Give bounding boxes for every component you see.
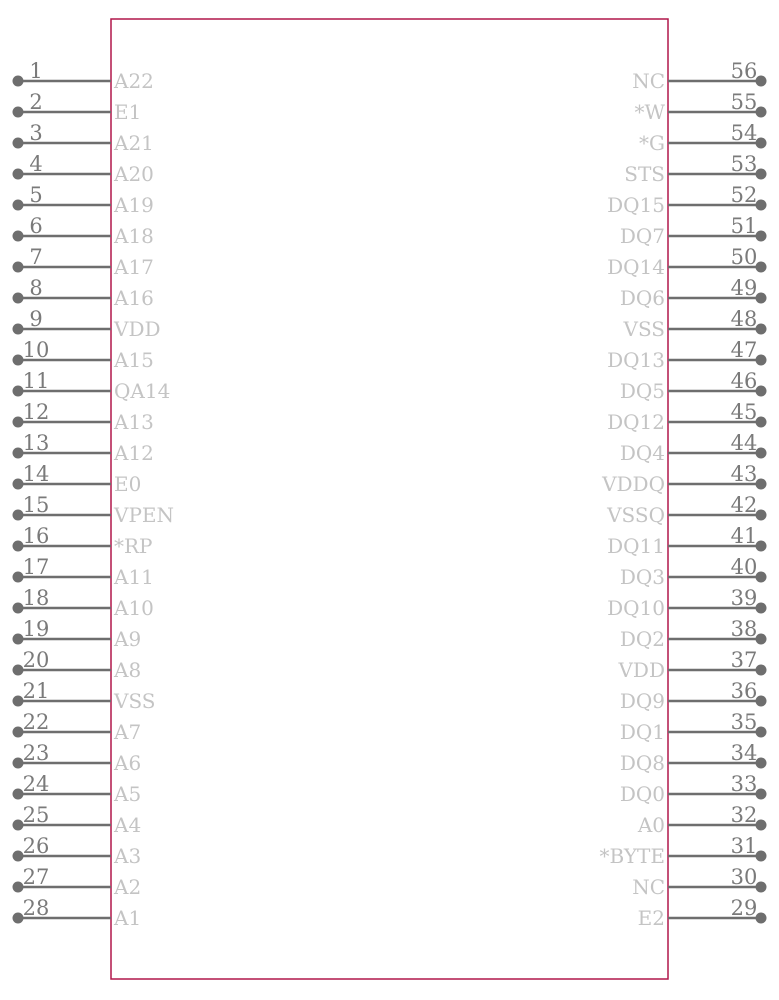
pin-number: 30 <box>730 865 758 889</box>
left-pin-13 <box>13 431 154 465</box>
pin-name: A4 <box>114 813 142 837</box>
pin-name: A12 <box>114 441 154 465</box>
right-pin-34 <box>620 741 767 775</box>
pin-number: 11 <box>22 369 50 393</box>
pin-number: 54 <box>730 121 758 145</box>
pin-name: E2 <box>637 906 665 930</box>
right-pin-50 <box>607 245 766 279</box>
pin-number: 49 <box>730 276 758 300</box>
right-pin-43 <box>601 462 766 496</box>
pin-number: 34 <box>730 741 758 765</box>
pin-number: 23 <box>22 741 50 765</box>
pin-number: 8 <box>29 276 43 300</box>
right-pin-33 <box>620 772 767 806</box>
pin-name: A6 <box>114 751 142 775</box>
pin-number: 10 <box>22 338 50 362</box>
pin-number: 41 <box>730 524 758 548</box>
pin-name: A7 <box>114 720 142 744</box>
pin-number: 26 <box>22 834 50 858</box>
right-pin-53 <box>624 152 766 186</box>
right-pin-51 <box>620 214 767 248</box>
right-pin-36 <box>620 679 767 713</box>
right-pin-52 <box>607 183 766 217</box>
pin-number: 25 <box>22 803 50 827</box>
pin-number: 24 <box>22 772 50 796</box>
right-pin-35 <box>620 710 767 744</box>
pin-name: A18 <box>114 224 154 248</box>
pin-terminal-dot <box>13 324 24 335</box>
left-pin-27 <box>13 865 142 899</box>
pin-terminal-dot <box>13 138 24 149</box>
pin-number: 2 <box>29 90 43 114</box>
pin-terminal-dot <box>13 293 24 304</box>
pin-name: VSSQ <box>607 503 665 527</box>
right-pin-42 <box>606 493 766 527</box>
left-pin-16 <box>13 524 153 558</box>
pin-name: DQ4 <box>619 441 665 465</box>
pin-name: DQ2 <box>619 627 665 651</box>
pin-number: 33 <box>730 772 758 796</box>
pin-terminal-dot <box>13 262 24 273</box>
pin-name: VSS <box>114 689 156 713</box>
pin-name: DQ11 <box>607 534 665 558</box>
pin-name: DQ8 <box>619 751 665 775</box>
right-pin-46 <box>620 369 767 403</box>
left-pin-2 <box>13 90 142 124</box>
pin-number: 17 <box>22 555 50 579</box>
pin-number: 31 <box>730 834 758 858</box>
pin-number: 44 <box>730 431 758 455</box>
pin-number: 55 <box>730 90 758 114</box>
pin-number: 21 <box>22 679 50 703</box>
pin-terminal-dot <box>13 107 24 118</box>
right-pin-45 <box>607 400 766 434</box>
left-pin-26 <box>13 834 142 868</box>
pin-name: E1 <box>114 100 142 124</box>
pin-terminal-dot <box>13 169 24 180</box>
pin-name: DQ6 <box>619 286 665 310</box>
pin-name: VPEN <box>114 503 174 527</box>
pin-name: DQ13 <box>607 348 665 372</box>
pin-name: DQ3 <box>619 565 665 589</box>
left-pin-17 <box>13 555 154 589</box>
right-pin-40 <box>620 555 767 589</box>
left-pin-28 <box>13 896 142 930</box>
left-pin-23 <box>13 741 142 775</box>
left-pin-20 <box>13 648 142 682</box>
pin-name: DQ0 <box>619 782 665 806</box>
left-pin-1 <box>13 59 154 93</box>
pin-name: A13 <box>114 410 154 434</box>
pin-number: 4 <box>29 152 43 176</box>
pin-number: 35 <box>730 710 758 734</box>
pin-name: A3 <box>114 844 142 868</box>
pin-number: 38 <box>730 617 758 641</box>
pin-number: 22 <box>22 710 50 734</box>
left-pin-4 <box>13 152 154 186</box>
pin-number: 51 <box>730 214 758 238</box>
pin-number: 18 <box>22 586 50 610</box>
ic-body-outline <box>111 19 668 979</box>
left-pin-19 <box>13 617 142 651</box>
left-pin-9 <box>13 307 161 341</box>
pin-name: A19 <box>114 193 154 217</box>
pin-number: 47 <box>730 338 758 362</box>
pin-name: VDD <box>618 658 665 682</box>
pin-number: 40 <box>730 555 758 579</box>
pin-number: 42 <box>730 493 758 517</box>
right-pin-31 <box>600 834 767 868</box>
pin-name: *BYTE <box>599 844 665 868</box>
pin-name: A1 <box>114 906 142 930</box>
pin-number: 48 <box>730 307 758 331</box>
pin-name: VDD <box>114 317 161 341</box>
pin-number: 20 <box>22 648 50 672</box>
pin-name: A2 <box>114 875 142 899</box>
pin-name: VDDQ <box>602 472 665 496</box>
pin-name: A22 <box>114 69 154 93</box>
left-pin-25 <box>13 803 142 837</box>
left-pin-21 <box>13 679 156 713</box>
right-pin-47 <box>607 338 766 372</box>
pin-name: A9 <box>114 627 142 651</box>
pin-name: E0 <box>114 472 142 496</box>
pin-number: 50 <box>730 245 758 269</box>
right-pin-49 <box>620 276 767 310</box>
right-pin-54 <box>639 121 766 155</box>
pin-name: *W <box>634 100 665 124</box>
right-pin-29 <box>638 896 767 930</box>
left-pin-14 <box>13 462 142 496</box>
pin-terminal-dot <box>13 231 24 242</box>
pin-number: 3 <box>29 121 43 145</box>
right-pin-30 <box>632 865 766 899</box>
pin-name: DQ1 <box>619 720 665 744</box>
pin-name: A10 <box>114 596 154 620</box>
left-pin-10 <box>13 338 154 372</box>
pin-name: DQ9 <box>619 689 665 713</box>
pin-name: DQ10 <box>607 596 665 620</box>
pin-number: 46 <box>730 369 758 393</box>
pin-name: DQ14 <box>607 255 665 279</box>
pin-number: 12 <box>22 400 50 424</box>
pin-name: *RP <box>114 534 153 558</box>
pin-name: A5 <box>114 782 142 806</box>
pin-name: QA14 <box>114 379 171 403</box>
left-pin-24 <box>13 772 142 806</box>
pin-number: 53 <box>730 152 758 176</box>
pin-name: *G <box>639 131 665 155</box>
left-pin-5 <box>13 183 154 217</box>
pin-name: NC <box>632 69 665 93</box>
pin-number: 27 <box>22 865 50 889</box>
pin-number: 56 <box>730 59 758 83</box>
left-pin-7 <box>13 245 154 279</box>
left-pin-6 <box>13 214 154 248</box>
pin-name: A11 <box>114 565 154 589</box>
pin-name: VSS <box>623 317 665 341</box>
pin-number: 45 <box>730 400 758 424</box>
pin-name: DQ12 <box>607 410 665 434</box>
pin-number: 5 <box>29 183 43 207</box>
right-pin-44 <box>620 431 767 465</box>
right-pin-55 <box>634 90 766 124</box>
pin-name: A8 <box>114 658 142 682</box>
left-pin-18 <box>13 586 154 620</box>
pin-name: A20 <box>114 162 154 186</box>
right-pin-32 <box>637 803 767 837</box>
pin-number: 28 <box>22 896 50 920</box>
pin-number: 43 <box>730 462 758 486</box>
pin-name: A0 <box>637 813 665 837</box>
right-pin-41 <box>607 524 766 558</box>
left-pin-22 <box>13 710 142 744</box>
pin-name: STS <box>624 162 665 186</box>
pin-name: A16 <box>114 286 154 310</box>
pin-name: A15 <box>114 348 154 372</box>
pin-name: A17 <box>114 255 154 279</box>
left-pin-group <box>13 59 175 930</box>
pin-number: 1 <box>29 59 43 83</box>
pin-number: 15 <box>22 493 50 517</box>
pin-name: A21 <box>114 131 154 155</box>
pin-terminal-dot <box>13 200 24 211</box>
pin-name: NC <box>632 875 665 899</box>
pin-number: 52 <box>730 183 758 207</box>
pin-number: 29 <box>730 896 758 920</box>
left-pin-12 <box>13 400 154 434</box>
left-pin-3 <box>13 121 154 155</box>
pin-number: 13 <box>22 431 50 455</box>
right-pin-56 <box>632 59 766 93</box>
pin-number: 37 <box>730 648 758 672</box>
pin-number: 36 <box>730 679 758 703</box>
pin-name: DQ15 <box>607 193 665 217</box>
pin-number: 16 <box>22 524 50 548</box>
pin-terminal-dot <box>13 76 24 87</box>
right-pin-39 <box>607 586 766 620</box>
right-pin-48 <box>623 307 767 341</box>
pin-number: 6 <box>29 214 43 238</box>
left-pin-15 <box>13 493 175 527</box>
pin-number: 9 <box>29 307 43 331</box>
right-pin-group <box>600 59 767 930</box>
pin-name: DQ7 <box>619 224 665 248</box>
pin-number: 14 <box>22 462 50 486</box>
left-pin-11 <box>13 369 171 403</box>
pin-number: 39 <box>730 586 758 610</box>
right-pin-38 <box>620 617 767 651</box>
left-pin-8 <box>13 276 154 310</box>
pin-number: 19 <box>22 617 50 641</box>
pin-number: 7 <box>29 245 43 269</box>
pin-name: DQ5 <box>619 379 665 403</box>
pin-number: 32 <box>730 803 758 827</box>
right-pin-37 <box>617 648 766 682</box>
